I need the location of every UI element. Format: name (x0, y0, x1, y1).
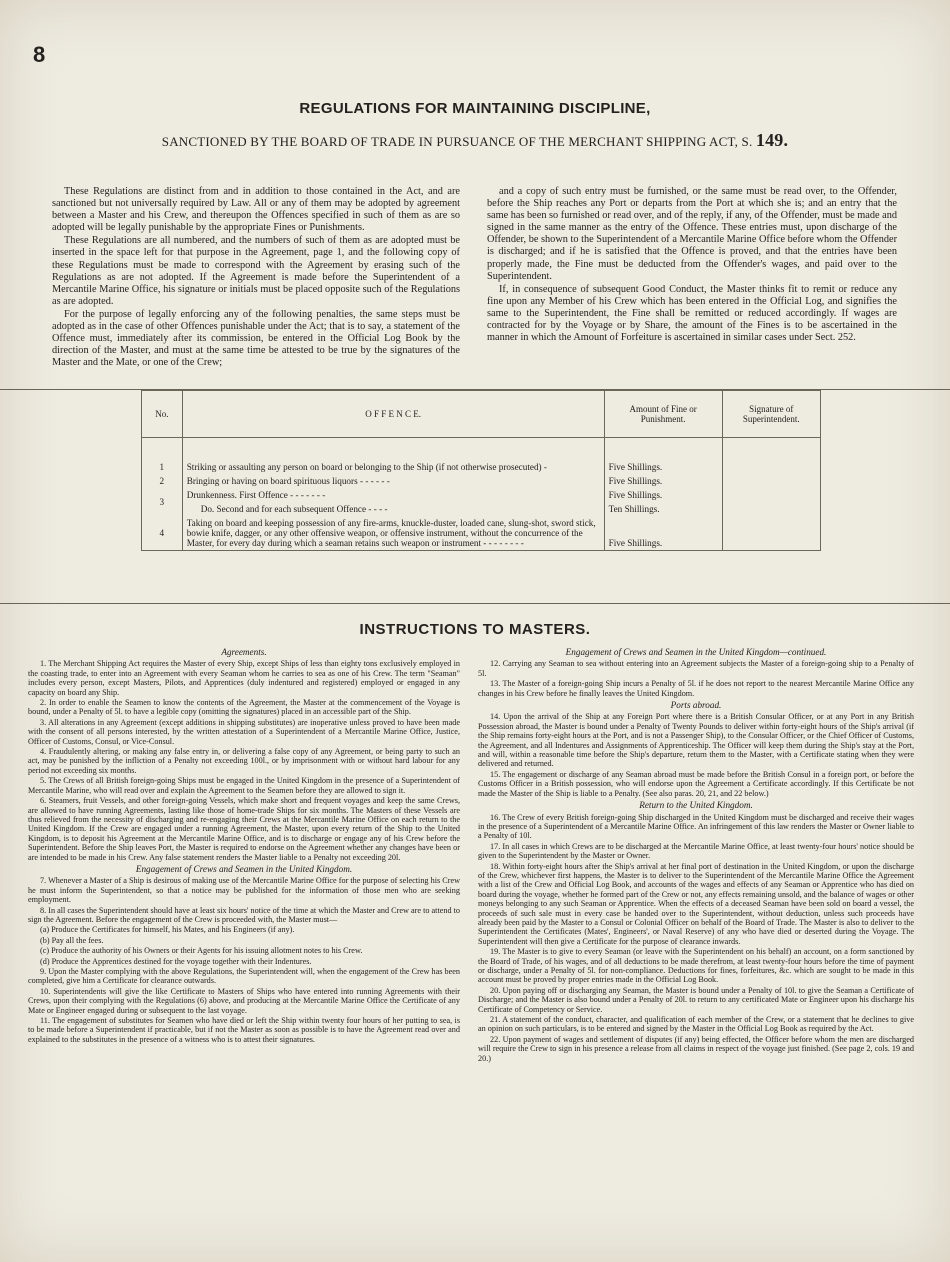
offence-number: 1 (142, 460, 183, 474)
fine-text: Five Shillings. (604, 488, 722, 502)
instruction-paragraph: 5. The Crews of all British foreign-going Ships must be engaged in the United Kingdom in the presence of a Superintendent of Mercantile Marine, who will read over and explain the Agreement to the Seamen before they are allowed to sign it. (28, 776, 460, 795)
instructions-title: INSTRUCTIONS TO MASTERS. (359, 621, 591, 638)
instruction-paragraph: 8. In all cases the Superintendent should have at least six hours' notice of the time at which the Master and Crew are to attend to sign the Agreement. Before the engagement of the Crew is proceeded with, the Master must— (28, 905, 460, 924)
page-number: 8 (33, 42, 46, 67)
section-heading: Agreements. (221, 647, 267, 657)
instruction-paragraph: 12. Carrying any Seaman to sea without entering into an Agreement subjects the Master of a foreign-going ship to a Penalty of 5l. (478, 659, 914, 678)
signature-cell (722, 502, 820, 516)
instruction-paragraph: 22. Upon payment of wages and settlement of disputes (if any) being effected, the Officer before whom the men are discharged will require the Crew to sign in his presence a release from all claims in respect of the voyage just finished. (See page 2, cols. 19 and 20.) (478, 1034, 914, 1063)
offence-number: 2 (142, 474, 183, 488)
instruction-paragraph: (d) Produce the Apprentices destined for the voyage together with their Indentures. (40, 956, 312, 966)
regulations-title: REGULATIONS FOR MAINTAINING DISCIPLINE, (299, 100, 651, 117)
signature-cell (722, 488, 820, 502)
regulations-subtitle (0, 130, 950, 151)
instruction-paragraph: 9. Upon the Master complying with the above Regulations, the Superintendent will, when the engagement of the Crew has been completed, give him a Certificate for clearance outwards. (28, 967, 460, 986)
instruction-paragraph: 20. Upon paying off or discharging any Seaman, the Master is bound under a Penalty of 10l. to give the Seaman a Certificate of Discharge; and the Master is also bound under a Penalty of 20l. to return to any certificated Mate or Engineer upon his discharge his Certificate of Competency or Service. (478, 985, 914, 1014)
instruction-paragraph: 15. The engagement or discharge of any Seaman abroad must be made before the British Consul in a foreign port, or before the Customs Officer in a British possession, who will endorse upon the Agreement a Certificate accordingly. If this Certificate be not made the Master of the Ship is liable to a Penalty. (See also paras. 20, 21, and 22 below.) (478, 769, 914, 798)
instructions-left-column (28, 645, 460, 1045)
intro-paragraph: and a copy of such entry must be furnished, or the same must be read over, to the Offender, before the Ship reaches any Port or departs from the Port at which she is; and an entry that the same has been so furnished or read over, and of the reply, if any, of the Offender, must be made and signed in the same manner as the entry of the Offence. These entries must, upon discharge of the Offender, be shown to the Superintendent of a Mercantile Marine Office before whom the Offender is discharged; and if he is satisfied that the Offence is proved, and that the entries have been properly made, the Fine must be deducted from the Offender's wages, and paid over to the Superintendent. (487, 186, 897, 282)
instruction-paragraph: 16. The Crew of every British foreign-going Ship discharged in the United Kingdom must be discharged and receive their wages in the presence of a Superintendent of a Mercantile Marine Office. An infringement of this law renders the Master or Owner liable to a Penalty of 10l. (478, 812, 914, 841)
intro-paragraph: These Regulations are distinct from and in addition to those contained in the Act, and are sanctioned but not universally required by Law. All or any of them may be adopted by agreement between a Master and his Crew, and thereupon the Offences specified in such of them as are so adopted will be legally punishable by the appropriate Fines or Punishments. (52, 186, 460, 234)
instruction-paragraph: 14. Upon the arrival of the Ship at any Foreign Port where there is a British Consular Officer, or at any Port in any British Possession abroad, the Master is bound under a Penalty of Twenty Pounds to deliver within forty-eight hours of the Ship's arrival (if the Ship remains forty-eight hours at the Port, and is not a Passenger Ship), to the Consular Officer, or the Chief Officer of Customs, the Agreement, and all Indentures and Assignments of Apprenticeship. The Officer will keep them during the Ship's stay at the Port, and will, within a reasonable time before the Ship's departure, return them to the Master, with a Certificate stating when they were delivered and returned. (478, 712, 914, 769)
offence-text: Taking on board and keeping possession of any fire-arms, knuckle-duster, loaded cane, slung-shot, sword stick, bowie knife, dagger, or any other offensive weapon, or offensive instrument, without the concurrence of the Master, for every day during which a seaman retains such weapon or instrument - - - - - - - - (182, 516, 604, 551)
section-heading: Engagement of Crews and Seamen in the United Kingdom. (135, 863, 353, 874)
signature-cell (722, 460, 820, 474)
intro-left-column (52, 186, 460, 370)
instruction-paragraph: (a) Produce the Certificates for himself, his Mates, and his Engineers (if any). (40, 925, 295, 935)
regulations-subtitle-text: SANCTIONED BY THE BOARD OF TRADE IN PURSUANCE OF THE MERCHANT SHIPPING ACT, S. (161, 134, 753, 149)
table-row (142, 488, 821, 502)
intro-paragraph: These Regulations are all numbered, and the numbers of such of them as are adopted must be inserted in the space left for that purpose in the Agreement, page 1, and the following copy of these Regulations must be made to correspond with the Agreement by erasing such of the Regulations as are not adopted. If the Agreement is made before the Superintendent of a Mercantile Marine Office, his signature or initials must be placed opposite such of the Regulations as are adopted. (52, 235, 460, 307)
instruction-paragraph: 19. The Master is to give to every Seaman (or leave with the Superintendent on his behalf) an account, on a form sanctioned by the Board of Trade, of his wages, and of all deductions to be made therefrom, at least twenty-four hours before the time of payment or discharge, under a Penalty of 5l. for non-compliance. Deductions for fines, forfeitures, &c. which are sought to be made in this account must be proved by proper entries made in the Official Log Book. (478, 947, 914, 985)
instruction-paragraph: 2. In order to enable the Seamen to know the contents of the Agreement, the Master at the commencement of the Voyage is bound, under a Penalty of 5l. to have a legible copy (omitting the signatures) placed in an accessible part of the Ship. (28, 698, 460, 717)
instruction-paragraph: 11. The engagement of substitutes for Seamen who have died or left the Ship within twenty four hours of her putting to sea, is to be made before a Superintendent if practicable, but if not the Master as soon as possible is to have the Agreement read over and explained to the substitutes in the presence of a witness who is to attest their signatures. (28, 1016, 460, 1044)
signature-cell (722, 516, 820, 551)
instruction-paragraph: 3. All alterations in any Agreement (except additions in shipping substitutes) are inoperative unless proved to have been made with the consent of all persons interested, by the written attestation of a Superintendent of a Mercantile Marine Office, Justice, Officer of Customs, Consul, or Vice-Consul. (28, 717, 460, 746)
instruction-paragraph: (b) Pay all the fees. (40, 935, 104, 945)
offence-number: 4 (142, 516, 183, 551)
intro-right-column (487, 186, 897, 345)
offence-table (141, 390, 821, 551)
fine-text: Five Shillings. (604, 516, 722, 551)
intro-paragraph: If, in consequence of subsequent Good Conduct, the Master thinks fit to remit or reduce any fine upon any Member of his Crew which has been entered in the Official Log, and signifies the same to the Superintendent, the Fine shall be remitted or reduced accordingly. If wages are contracted for by the Voyage or by Share, the amount of the Fines is to be ascertained in the manner in which the Amount of Forfeiture is ascertained in similar cases under Sect. 252. (487, 283, 897, 344)
header-fine: Amount of Fine or Punishment. (604, 391, 722, 438)
fine-text: Ten Shillings. (604, 502, 722, 516)
section-heading: Return to the United Kingdom. (639, 800, 753, 811)
table-row (142, 460, 821, 474)
table-row (142, 516, 821, 551)
intro-paragraph: For the purpose of legally enforcing any of the following penalties, the same steps must be adopted as in the case of other Offences punishable under the Act; that is to say, a statement of the Offence must, immediately after its commission, be entered in the Official Log Book by the direction of the Master, and must at the same time be attested to be true by the signatures of the Master and the Mate, or one of the Crew; (52, 308, 460, 369)
instruction-paragraph: 7. Whenever a Master of a Ship is desirous of making use of the Mercantile Marine Office for the purpose of selecting his Crew he must inform the Superintendent, so that a notice may be published for the information of those men who are seeking employment. (28, 876, 460, 905)
section-divider (0, 603, 950, 604)
instruction-paragraph: 17. In all cases in which Crews are to be discharged at the Mercantile Marine Office, at least twenty-four hours' notice should be given to the Superintendent by the Master or Owner. (478, 841, 914, 861)
instruction-paragraph: 10. Superintendents will give the like Certificate to Masters of Ships who have entered into running Agreements with their Crews, upon their complying with the Regulations (6) above, and producing at the Mercantile Marine Office the Certificate of any Mate or Engineer engaged during or subsequent to the last voyage. (28, 986, 460, 1015)
instruction-paragraph: (c) Produce the authority of his Owners or their Agents for his issuing allotment notes to his Crew. (40, 946, 363, 956)
regulations-section-number: 149. (755, 130, 789, 150)
header-signature: Signature of Superintendent. (722, 391, 820, 438)
header-no: No. (142, 391, 183, 438)
offence-text: Do. Second and for each subsequent Offence - - - - (182, 502, 604, 516)
table-spacer-row (142, 438, 821, 461)
table-row (142, 502, 821, 516)
offence-text: Drunkenness. First Offence - - - - - - - (182, 488, 604, 502)
table-row (142, 474, 821, 488)
instruction-paragraph: 1. The Merchant Shipping Act requires the Master of every Ship, except Ships of less than eighty tons exclusively employed in the coasting trade, to enter into an Agreement with every Seaman whom he carries to sea as one of his Crew. The term "Seaman" includes every person, except Masters, Pilots, and Apprentices (duly indentured and registered) employed or engaged in any capacity on board any Ship. (28, 659, 460, 697)
instruction-paragraph: 6. Steamers, fruit Vessels, and other foreign-going Vessels, which make short and frequent voyages and keep the same Crews, are allowed to have running Agreements, lasting like those of home-trade Ships for six months. The Masters of these Vessels are thus relieved from the necessity of discharging and re-engaging their Crews at the Mercantile Marine Office on each return to the United Kingdom. If the Crew are engaged under a running Agreement, the Master, upon every return of the Ship to the United Kingdom, is to deposit his Agreement at the Mercantile Marine Office, and is to discharge or engage any of his Crew before the Superintendent. Before the Ship leaves Port, the Master is required to endorse on the Agreement whether any changes have been or are intended to be made in his Crew. Any false statement renders the Master liable to a Penalty not exceeding 20l. (28, 796, 460, 862)
header-offence: O F F E N C E. (182, 391, 604, 438)
offence-text: Striking or assaulting any person on board or belonging to the Ship (if not otherwise prosecuted) - (182, 460, 604, 474)
instruction-paragraph: 4. Fraudulently altering, or making any false entry in, or delivering a false copy of any Agreement, or being party to such an act, may be punished by the infliction of a Penalty not exceeding 100l., or by imprisonment with or without hard labour for any period not exceeding six months. (28, 747, 460, 775)
instruction-paragraph: 21. A statement of the conduct, character, and qualification of each member of the Crew, or a statement that he declines to give an opinion on such particulars, is to be entered and signed by the Master in the Official Log Book as required by the Act. (478, 1015, 914, 1034)
offence-table-header (142, 391, 821, 438)
offence-text: Bringing or having on board spirituous liquors - - - - - - (182, 474, 604, 488)
instruction-paragraph: 13. The Master of a foreign-going Ship incurs a Penalty of 5l. if he does not report to the nearest Mercantile Marine Office any changes in his Crew before he finally leaves the United Kingdom. (478, 679, 914, 698)
section-heading: Ports abroad. (670, 700, 722, 711)
instructions-right-column (478, 645, 914, 1064)
instruction-paragraph: 18. Within forty-eight hours after the Ship's arrival at her final port of destination in the United Kingdom, or upon the discharge of the Crew, whichever first happens, the Master is to deliver to the Superintendent of the Mercantile Marine Office the Agreement with a list of the Crew and Official Log Book, and accounts of the wages and effects of any Seaman or Apprentice who has died on board during the voyage, whether he formed part of the Crew or not, any effects remaining unsold, and the balance of wages or other moneys belonging to any such Seaman or Apprentice. When the effects of a deceased Seaman have been sold on board a vessel, the proceeds of such sale must in every case be handed over to the Superintendent, without deduction, unless such proceeds have already been paid by the Master to a Consul or Colonial Officer on behalf of the Board of Trade. The Master is also to deliver to the Superintendent the Certificates (Mates', Engineers', or Naval Reserve) of any who have died or deserted during the Voyage. The Superintendent will then give a Certificate for the purpose of clearance inwards. (478, 861, 914, 946)
offence-number: 3 (142, 488, 183, 516)
section-heading: Engagement of Crews and Seamen in the United Kingdom—continued. (565, 647, 827, 657)
fine-text: Five Shillings. (604, 474, 722, 488)
signature-cell (722, 474, 820, 488)
fine-text: Five Shillings. (604, 460, 722, 474)
